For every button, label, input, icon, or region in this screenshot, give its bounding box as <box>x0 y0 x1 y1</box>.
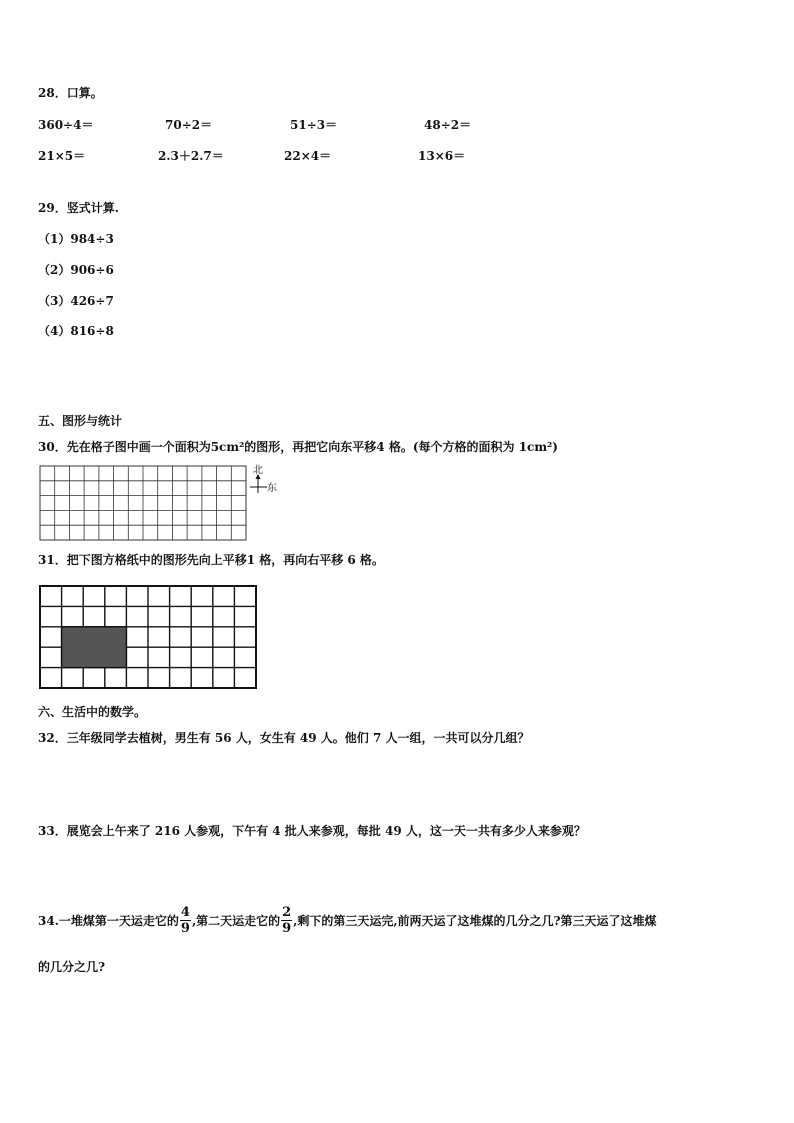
q29-item-3: （3）426÷7 <box>38 294 114 308</box>
q34-line-2: 的几分之几? <box>38 960 106 974</box>
compass-icon <box>250 464 277 494</box>
q34-frac2-denominator: 9 <box>282 921 292 936</box>
q34-fraction-2 <box>281 906 292 935</box>
q34-line-1 <box>38 906 657 935</box>
q32-text: 32．三年级同学去植树，男生有 56 人，女生有 49 人。他们 7 人一组，一共可以分几组？ <box>38 731 530 745</box>
q34-frac1-denominator: 9 <box>180 921 190 936</box>
q28-r1-c4: 48÷2＝ <box>424 118 472 132</box>
q31-shaded-rectangle <box>62 627 127 668</box>
section-6-title: 六、生活中的数学。 <box>38 705 147 719</box>
q34-part-1: 34.一堆煤第一天运走它的 <box>38 914 179 928</box>
q31-grid[interactable] <box>38 584 260 690</box>
q28-r1-c2: 70÷2＝ <box>165 118 213 132</box>
q34-fraction-1 <box>180 906 191 935</box>
q34-frac1-numerator: 4 <box>180 905 190 920</box>
section-5-title: 五、图形与统计 <box>38 414 123 428</box>
compass-east-label: 东 <box>267 483 277 494</box>
q29-item-1: （1）984÷3 <box>38 232 114 246</box>
q34-part-3: ,剩下的第三天运完,前两天运了这堆煤的几分之几?第三天运了这堆煤 <box>293 914 657 928</box>
q28-r2-c1: 21×5＝ <box>38 149 86 163</box>
q29-item-4: （4）816÷8 <box>38 324 114 338</box>
q34-part-2: ,第二天运走它的 <box>191 914 281 928</box>
q34-frac2-numerator: 2 <box>282 905 292 920</box>
q28-r2-c3: 22×4＝ <box>284 149 332 163</box>
q29-item-2: （2）906÷6 <box>38 263 114 277</box>
q28-title: 28．口算。 <box>38 86 103 100</box>
q29-title: 29．竖式计算. <box>38 201 119 215</box>
q28-r1-c1: 360÷4＝ <box>38 118 94 132</box>
q30-grid[interactable] <box>38 463 288 543</box>
q30-text: 30．先在格子图中画一个面积为5cm²的图形，再把它向东平移4 格。(每个方格的面积为 1cm²) <box>38 440 558 454</box>
q31-text: 31．把下图方格纸中的图形先向上平移1 格，再向右平移 6 格。 <box>38 553 384 567</box>
compass-north-label: 北 <box>253 465 263 476</box>
q28-r2-c2: 2.3＋2.7＝ <box>158 149 224 163</box>
q33-text: 33．展览会上午来了 216 人参观，下午有 4 批人来参观，每批 49 人，这一天一共有多少人来参观？ <box>38 824 586 838</box>
q28-r1-c3: 51÷3＝ <box>290 118 338 132</box>
q28-r2-c4: 13×6＝ <box>418 149 466 163</box>
